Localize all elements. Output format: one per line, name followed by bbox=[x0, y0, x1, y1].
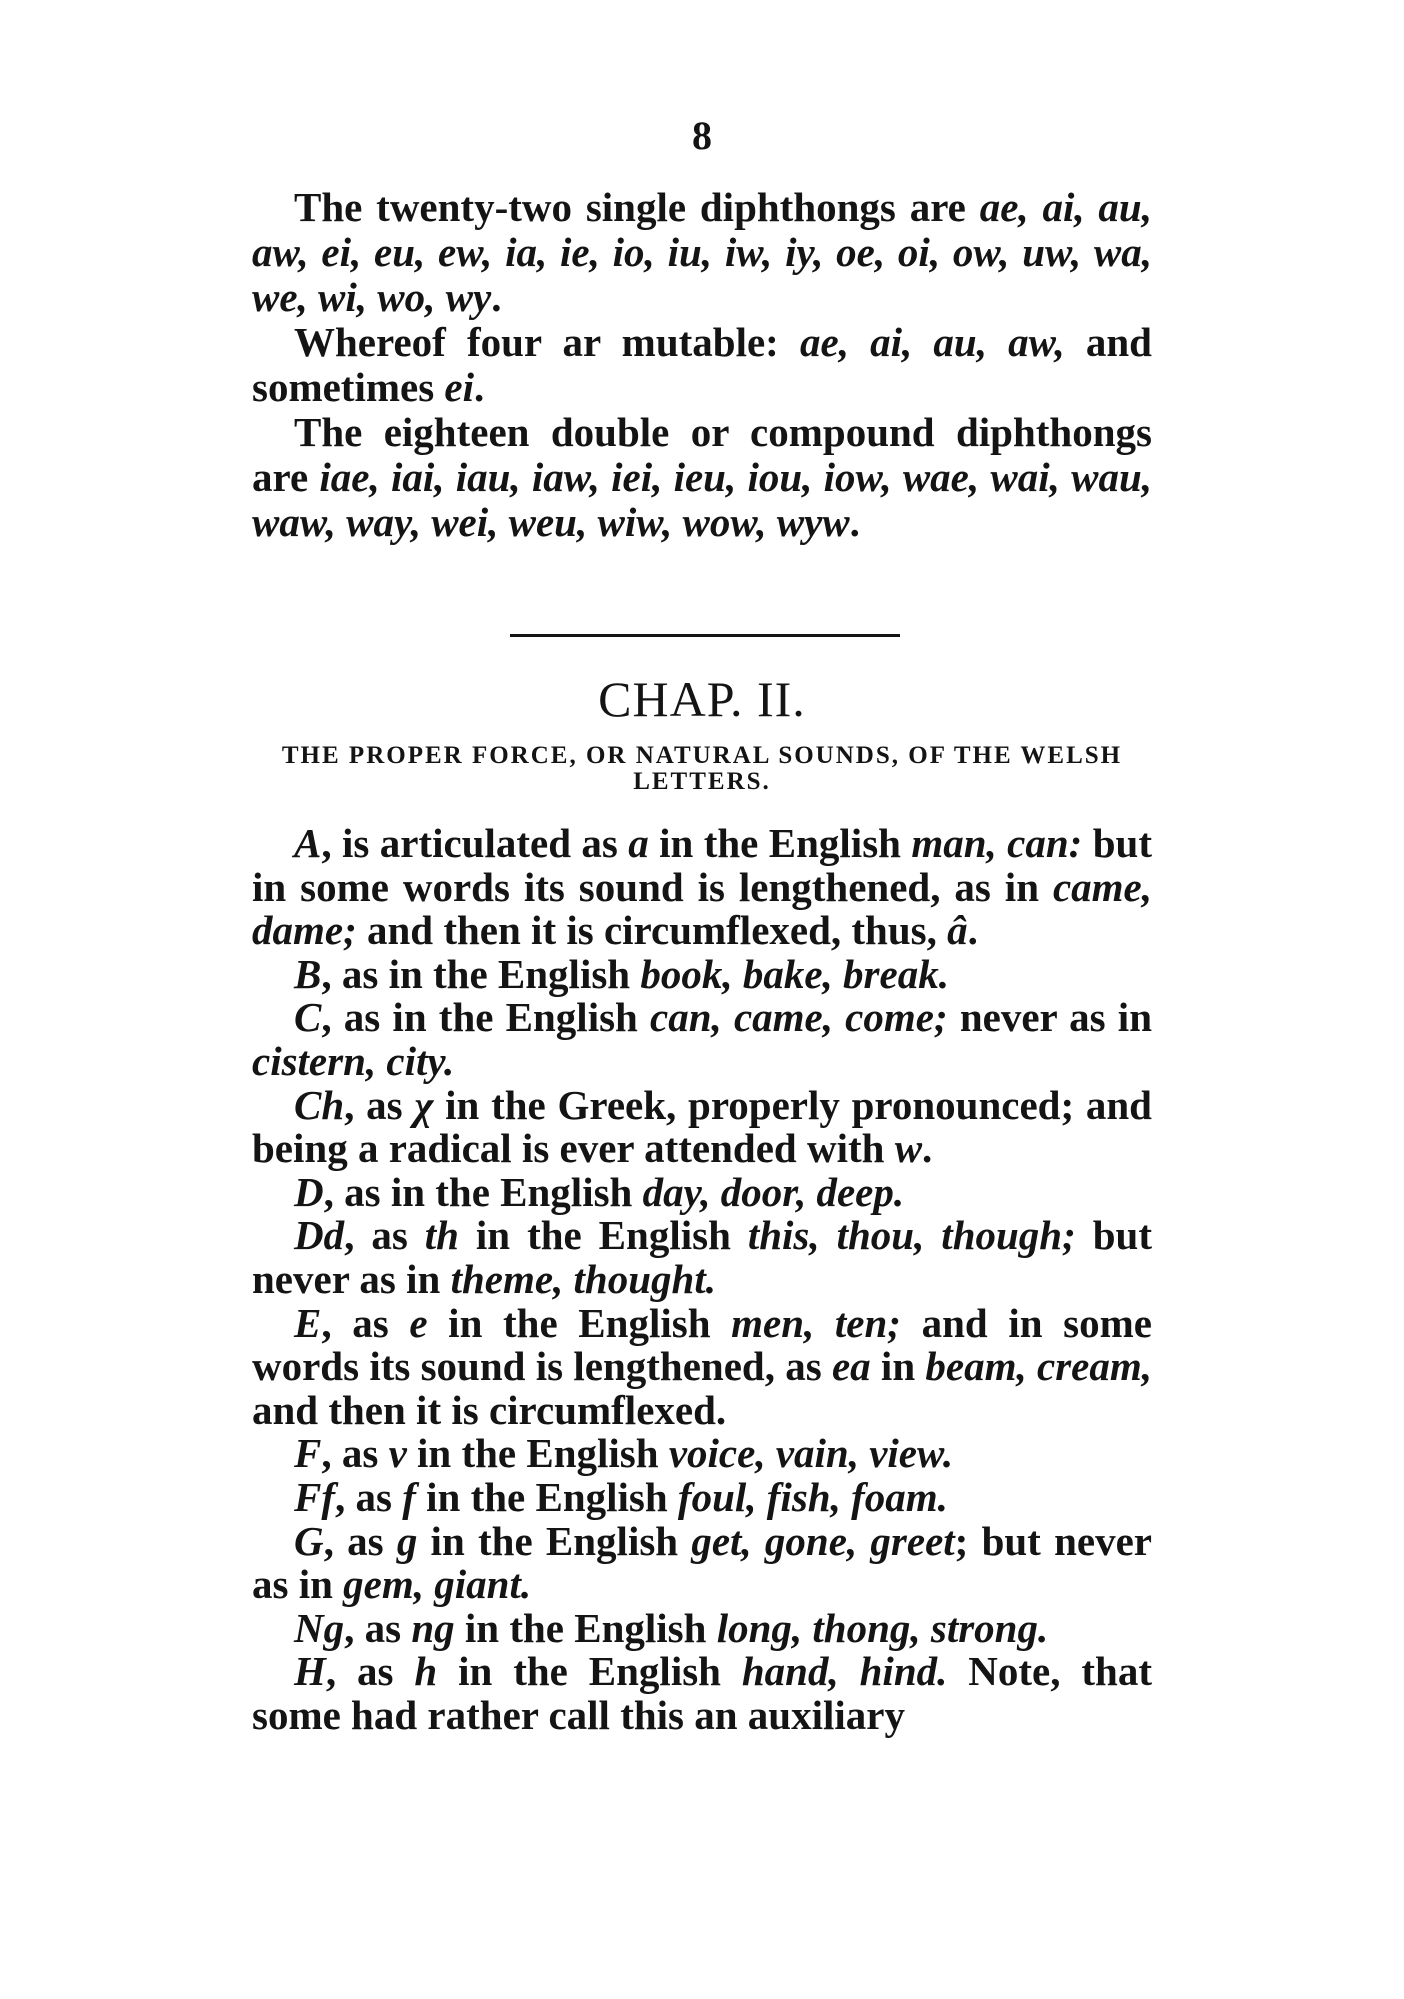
letter-d-paragraph: D, as in the English day, door, deep. bbox=[294, 1168, 905, 1215]
letter-ff-paragraph: Ff, as f in the English foul, fish, foam. bbox=[294, 1473, 948, 1520]
single-diphthongs-paragraph: The twenty-two single diphthongs are ae, ai, au, aw, ei, eu, ew, ia, ie, io, iu, iw, iy, oe, oi, ow, uw, wa, we, wi, wo, wy. bbox=[252, 184, 1152, 320]
letter-dd-paragraph: Dd, as th in the English this, thou, though; but never as in theme, thought. bbox=[252, 1212, 1152, 1302]
letter-g-paragraph: G, as g in the English get, gone, greet; but never as in gem, giant. bbox=[252, 1517, 1152, 1608]
letter-e-paragraph: E, as e in the English men, ten; and in some words its sound is lengthened, as ea in beam, cream, and then it is circumflexed. bbox=[252, 1299, 1152, 1433]
letter-h-paragraph: H, as h in the English hand, hind. Note, that some had rather call this an auxiliary bbox=[252, 1648, 1152, 1738]
mutable-diphthongs-paragraph: Whereof four ar mutable: ae, ai, au, aw, and sometimes ei. bbox=[252, 319, 1152, 410]
letters-section bbox=[252, 822, 1152, 1737]
page-number: 8 bbox=[692, 113, 712, 158]
compound-diphthongs-paragraph: The eighteen double or compound diphthongs are iae, iai, iau, iaw, iei, ieu, iou, iow, wae, wai, wau, waw, way, wei, weu, wiw, wow, wyw. bbox=[252, 409, 1152, 545]
letter-ng-paragraph: Ng, as ng in the English long, thong, strong. bbox=[294, 1604, 1049, 1651]
letter-c-paragraph: C, as in the English can, came, come; never as in cistern, city. bbox=[252, 994, 1152, 1084]
diphthongs-section bbox=[252, 185, 1152, 545]
letter-a-paragraph: A, is articulated as a in the English man, can: but in some words its sound is lengthened, as in came, dame; and then it is circumflexed, thus, â. bbox=[252, 820, 1152, 954]
letter-b-paragraph: B, as in the English book, bake, break. bbox=[294, 950, 949, 997]
chapter-heading: CHAP. II. bbox=[598, 671, 806, 727]
section-divider bbox=[510, 634, 900, 637]
letter-f-paragraph: F, as v in the English voice, vain, view. bbox=[294, 1430, 954, 1477]
chapter-subtitle: THE PROPER FORCE, OR NATURAL SOUNDS, OF THE WELSH LETTERS. bbox=[281, 742, 1123, 795]
letter-ch-paragraph: Ch, as χ in the Greek, properly pronounced; and being a radical is ever attended with w. bbox=[252, 1081, 1152, 1172]
